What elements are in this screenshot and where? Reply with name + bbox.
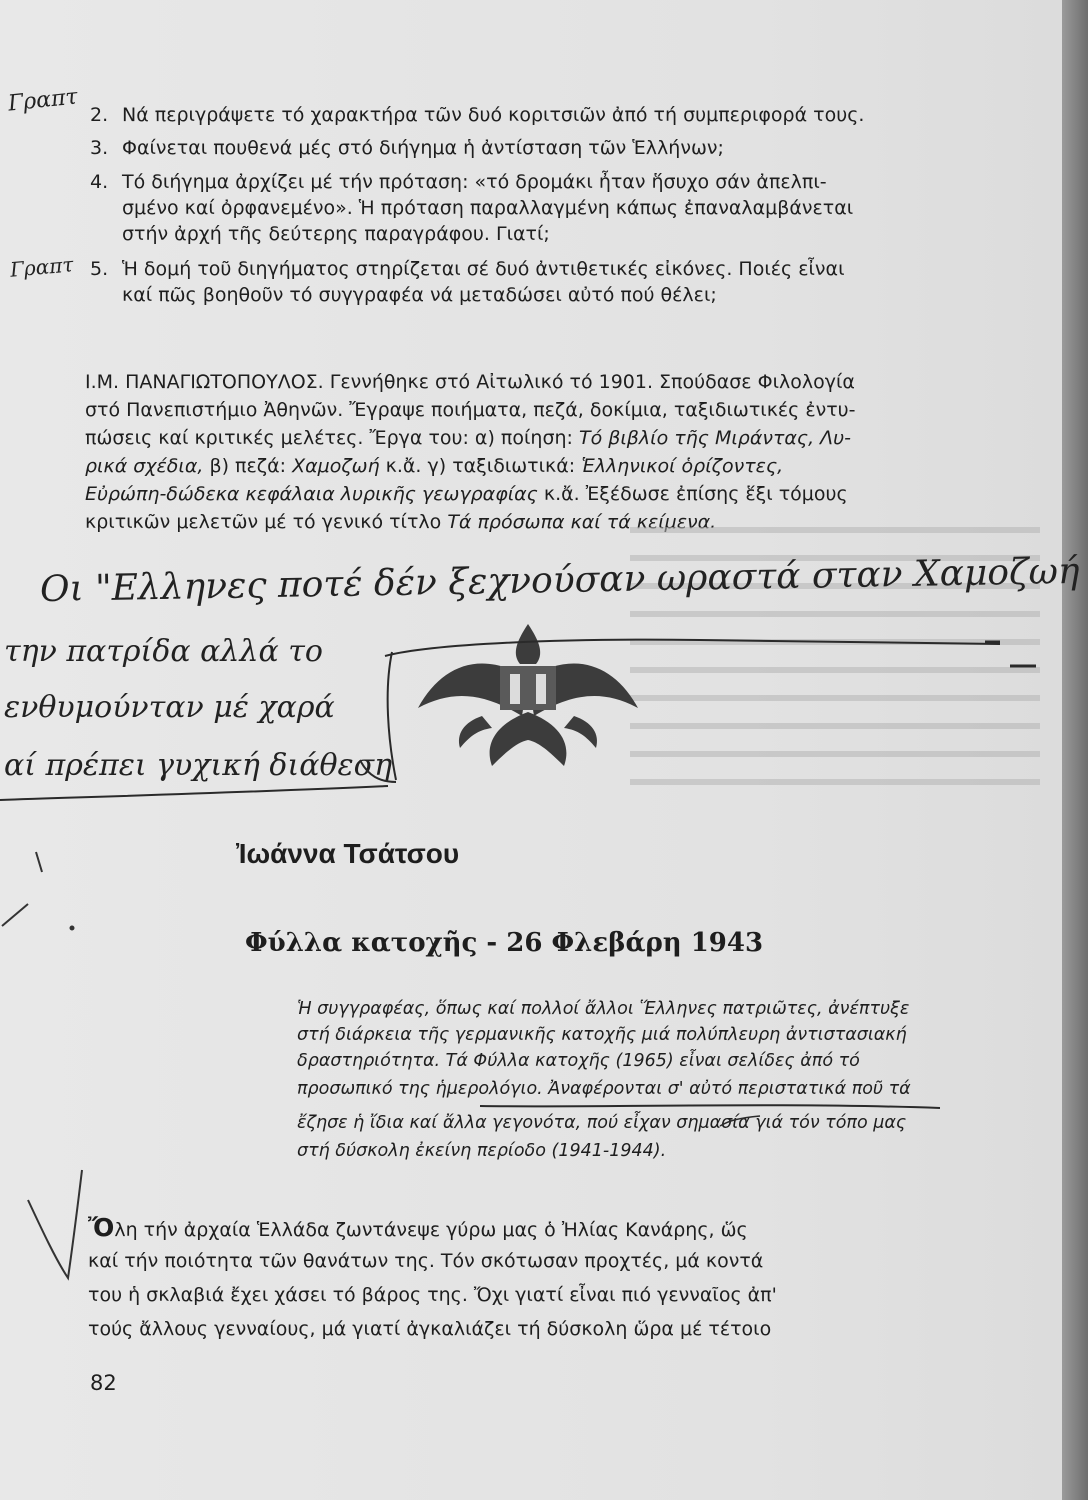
bio-work-title: Εὐρώπη-δώδεκα κεφάλαια λυρικῆς γεωγραφίας	[85, 483, 538, 505]
bio-text: β) πεζά:	[203, 455, 293, 477]
page-edge-shadow	[1062, 0, 1088, 1500]
intro-line: στή δύσκολη ἐκείνη περίοδο (1941-1944).	[297, 1141, 667, 1161]
intro-line: στή διάρκεια τῆς γερμανικῆς κατοχῆς μιά πολύπλευρη ἀντιστασιακή	[297, 1025, 907, 1045]
bio-work-title: Τά πρόσωπα καί τά κείμενα.	[447, 511, 717, 533]
handwritten-line: αί πρέπει γυχική διάθεση	[4, 748, 393, 783]
body-line	[88, 1212, 748, 1246]
bio-work-title: ρικά σχέδια,	[85, 455, 204, 477]
pen-underline	[470, 1094, 950, 1134]
chapter-title: Φύλλα κατοχῆς - 26 Φλεβάρη 1943	[245, 928, 764, 958]
bio-line	[85, 425, 851, 451]
bio-line	[85, 481, 848, 507]
page-number: 82	[90, 1371, 117, 1395]
handwritten-line: ενθυμούνταν μέ χαρά	[4, 690, 335, 725]
question-number: 2.	[90, 104, 109, 126]
bio-text: κριτικῶν μελετῶν μέ τό γενικό τίτλο	[85, 511, 448, 533]
bio-work-title: Ἑλληνικοί ὁρίζοντες,	[581, 455, 784, 477]
handwritten-strokes	[0, 560, 1062, 820]
question-number: 3.	[90, 137, 109, 159]
check-mark-icon	[20, 1150, 90, 1290]
question-text: Νά περιγράψετε τό χαρακτήρα τῶν δυό κοριτσιῶν ἀπό τή συμπεριφορά τους.	[122, 104, 865, 126]
bio-work-title: Χαμοζωή	[292, 455, 380, 477]
bio-text: κ.ἄ. γ) ταξιδιωτικά:	[379, 455, 582, 477]
author-name: Ἰωάννα Τσάτσου	[236, 838, 460, 869]
question-text: Φαίνεται πουθενά μές στό διήγημα ἡ ἀντίσταση τῶν Ἑλλήνων;	[122, 137, 724, 159]
bio-line: Ι.Μ. ΠΑΝΑΓΙΩΤΟΠΟΥΛΟΣ. Γεννήθηκε στό Αἰτωλικό τό 1901. Σπούδασε Φιλολογία	[85, 371, 855, 393]
intro-line: ἔζησε ἡ ἴδια καί ἄλλα γεγονότα, πού εἶχαν σημασία γιά τόν τόπο μας	[297, 1113, 907, 1133]
question-text: Ἡ δομή τοῦ διηγήματος στηρίζεται σέ δυό ἀντιθετικές εἰκόνες. Ποιές εἶναι	[122, 258, 845, 280]
intro-line: προσωπικό της ἡμερολόγιο. Ἀναφέρονται σ' αὐτό περιστατικά ποῦ τά	[297, 1079, 911, 1099]
margin-marks	[0, 830, 90, 950]
bio-work-title: Τό βιβλίο τῆς Μιράντας, Λυ-	[578, 427, 852, 449]
body-line-text: λη τήν ἀρχαία Ἑλλάδα ζωντάνεψε γύρω μας ὁ Ἠλίας Κανάρης, ὥς	[114, 1219, 748, 1241]
intro-line: δραστηριότητα. Τά Φύλλα κατοχῆς (1965) εἶναι σελίδες ἀπό τό	[297, 1051, 860, 1071]
bio-line	[85, 453, 783, 479]
question-text: καί πῶς βοηθοῦν τό συγγραφέα νά μεταδώσει αὐτό πού θέλει;	[122, 284, 717, 306]
intro-line: Ἡ συγγραφέας, ὅπως καί πολλοί ἄλλοι Ἕλληνες πατριῶτες, ἀνέπτυξε	[297, 999, 910, 1019]
bio-line: στό Πανεπιστήμιο Ἀθηνῶν. Ἔγραψε ποιήματα, πεζά, δοκίμια, ταξιδιωτικές ἐντυ-	[85, 399, 856, 421]
body-line: του ἡ σκλαβιά ἔχει χάσει τό βάρος της. Ὄχι γιατί εἶναι πιό γενναῖος ἀπ'	[88, 1284, 777, 1306]
body-line: καί τήν ποιότητα τῶν θανάτων της. Τόν σκότωσαν προχτές, μά κοντά	[88, 1250, 764, 1272]
handwritten-line: Οι "Ελληνες ποτέ δέν ξεχνούσαν ωραστά σταν Χαμοζωή	[39, 550, 1080, 611]
margin-note: Γραπτ	[9, 252, 75, 282]
question-text: Τό διήγημα ἀρχίζει μέ τήν πρόταση: «τό δρομάκι ἦταν ἥσυχο σάν ἀπελπι-	[122, 171, 827, 193]
body-line: τούς ἄλλους γενναίους, μά γιατί ἀγκαλιάζει τή δύσκολη ὥρα μέ τέτοιο	[88, 1318, 772, 1340]
question-text: στήν ἀρχή τῆς δεύτερης παραγράφου. Γιατί;	[122, 223, 550, 245]
margin-note: Γραπτ	[6, 84, 79, 117]
question-number: 5.	[90, 258, 109, 280]
handwritten-line: την πατρίδα αλλά το	[4, 634, 323, 669]
bio-text: κ.ἄ. Ἐξέδωσε ἐπίσης ἕξι τόμους	[537, 483, 848, 505]
drop-cap: Ὄ	[88, 1213, 115, 1242]
bio-text: πώσεις καί κριτικές μελέτες. Ἔργα του: α) ποίηση:	[85, 427, 579, 449]
question-number: 4.	[90, 171, 109, 193]
question-text: σμένο καί ὀρφανεμένο». Ἡ πρόταση παραλλαγμένη κάπως ἐπαναλαμβάνεται	[122, 197, 854, 219]
